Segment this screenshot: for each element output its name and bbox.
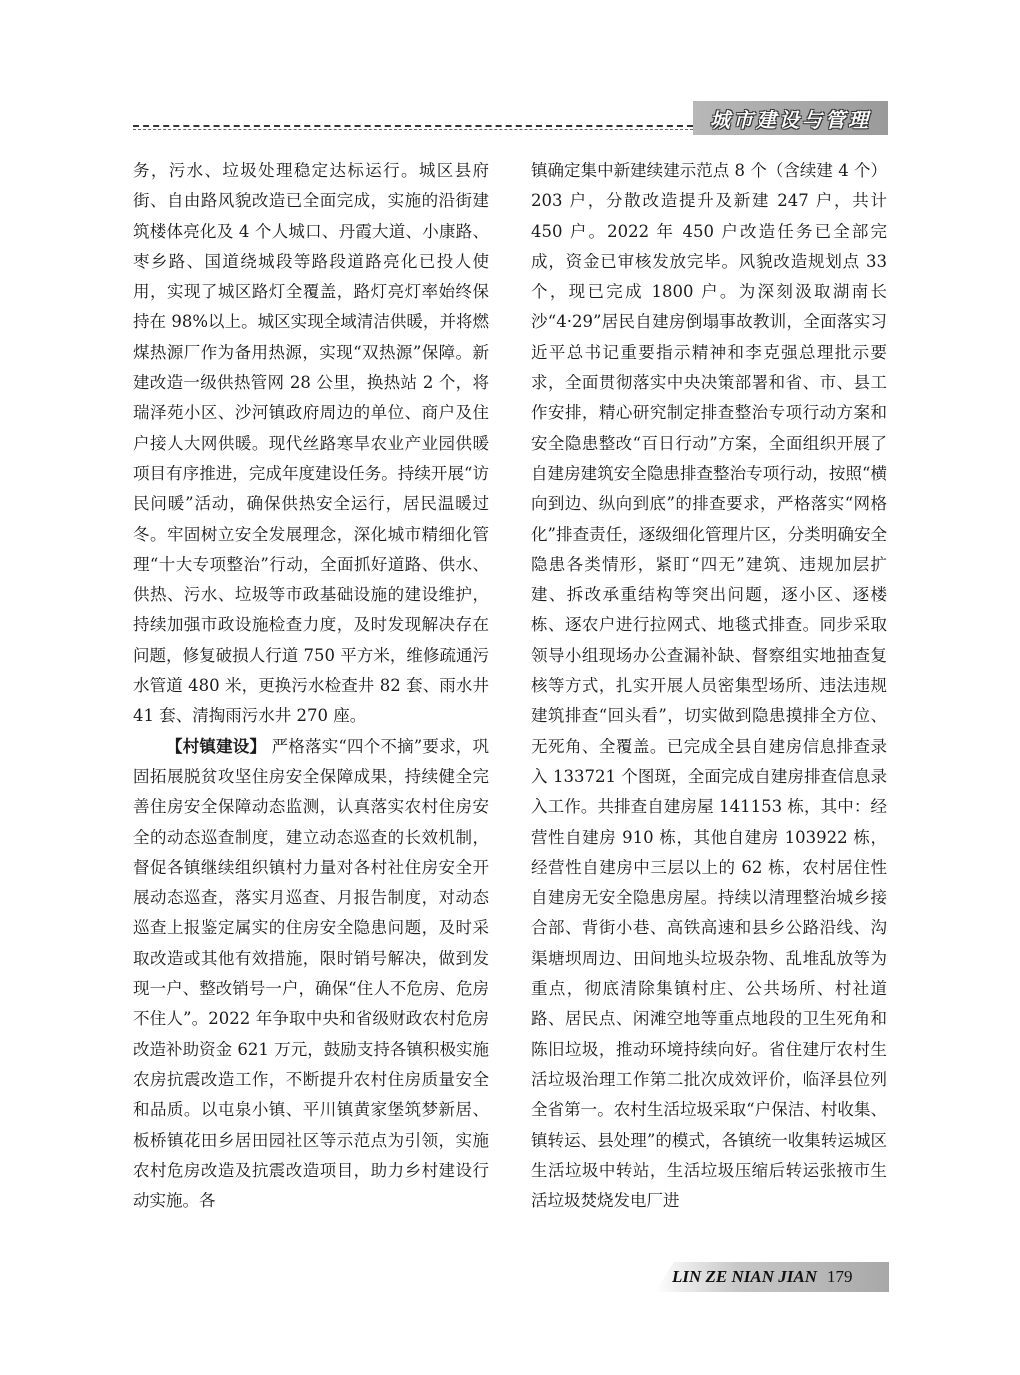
paragraph-continued: 务，污水、垃圾处理稳定达标运行。城区县府街、自由路风貌改造已全面完成，实施的沿街建筑楼体亮化及 4 个人城口、丹霞大道、小康路、枣乡路、国道绕城段等路段道路亮化已投人使用，实现了城区路灯全覆盖，路灯亮灯率始终保持在 98%以上。城区实现全域清洁供暖，并将燃煤热源厂作为备用热源，实现“双热源”保障。新建改造一级供热管网 28 公里，换热站 2 个，将瑞泽苑小区、沙河镇政府周边的单位、商户及住户接人大网供暖。现代丝路寒旱农业产业园供暖项目有序推进，完成年度建设任务。持续开展“访民问暖”活动，确保供热安全运行，居民温暖过冬。牢固树立安全发展理念，深化城市精细化管理“十大专项整治”行动，全面抓好道路、供水、供热、污水、垃圾等市政基础设施的建设维护，持续加强市政设施检查力度，及时发现解决存在问题，修复破损人行道 750 平方米，维修疏通污水管道 480 米，更换污水检查井 82 套、雨水井 41 套、清掏雨污水井 270 座。 xyxy=(133,161,489,726)
right-column xyxy=(531,156,887,1216)
section-title: 城市建设与管理 xyxy=(693,101,888,135)
section-label-village-construction: 【村镇建设】 xyxy=(166,736,267,756)
left-column xyxy=(133,156,489,1216)
page-number: 179 xyxy=(827,1267,853,1286)
header-rule-secondary xyxy=(133,129,693,130)
paragraph-text: 严格落实“四个不摘”要求，巩固拓展脱贫攻坚住房安全保障成果，持续健全完善住房安全保障动态监测，认真落实农村住房安全的动态巡查制度，建立动态巡查的长效机制，督促各镇继续组织镇村力量对各村社住房安全开展动态巡查，落实月巡查、月报告制度，对动态巡查上报鉴定属实的住房安全隐患问题，及时采取改造或其他有效措施，限时销号解决，做到发现一户、整改销号一户，确保“住人不危房、危房不住人”。2022 年争取中央和省级财政农村危房改造补助资金 621 万元，鼓励支持各镇积极实施农房抗震改造工作，不断提升农村住房质量安全和品质。以屯泉小镇、平川镇黄家堡筑梦新居、板桥镇花田乡居田园社区等示范点为引领，实施农村危房改造及抗震改造项目，助力乡村建设行动实施。各 xyxy=(133,736,489,1211)
paragraph-continued-right: 镇确定集中新建续建示范点 8 个（含续建 4 个）203 户，分散改造提升及新建 247 户，共计 450 户。2022 年 450 户改造任务已全部完成，资金已审核发放完毕。风貌改造规划点 33 个，现已完成 1800 户。为深刻汲取湖南长沙“4·29”居民自建房倒塌事故教训，全面落实习近平总书记重要指示精神和李克强总理批示要求，全面贯彻落实中央决策部署和省、市、县工作安排，精心研究制定排查整治专项行动方案和安全隐患整改“百日行动”方案，全面组织开展了自建房建筑安全隐患排查整治专项行动，按照“横向到边、纵向到底”的排查要求，严格落实“网格化”排查责任，逐级细化管理片区，分类明确安全隐患各类情形，紧盯“四无”建筑、违规加层扩建、拆改承重结构等突出问题，逐小区、逐楼栋、逐农户进行拉网式、地毯式排查。同步采取领导小组现场办公查漏补缺、督察组实地抽查复核等方式，扎实开展人员密集型场所、违法违规建筑排查“回头看”，切实做到隐患摸排全方位、无死角、全覆盖。已完成全县自建房信息排查录入 133721 个图斑，全面完成自建房排查信息录入工作。共排查自建房屋 141153 栋，其中：经营性自建房 910 栋，其他自建房 103922 栋，经营性自建房中三层以上的 62 栋，农村居住性自建房无安全隐患房屋。持续以清理整治城乡接合部、背街小巷、高铁高速和县乡公路沿线、沟渠塘坝周边、田间地头垃圾杂物、乱堆乱放等为重点，彻底清除集镇村庄、公共场所、村社道路、居民点、闲滩空地等重点地段的卫生死角和陈旧垃圾，推动环境持续向好。省住建厅农村生活垃圾治理工作第二批次成效评价，临泽县位列全省第一。农村生活垃圾采取“户保洁、村收集、镇转运、县处理”的模式，各镇统一收集转运城区生活垃圾中转站，生活垃圾压缩后转运张掖市生活垃圾焚烧发电厂进 xyxy=(531,161,887,1211)
paragraph-village-construction xyxy=(133,732,489,1217)
header-rule xyxy=(133,125,693,127)
journal-name: LIN ZE NIAN JIAN xyxy=(672,1267,817,1286)
footer xyxy=(672,1262,853,1292)
